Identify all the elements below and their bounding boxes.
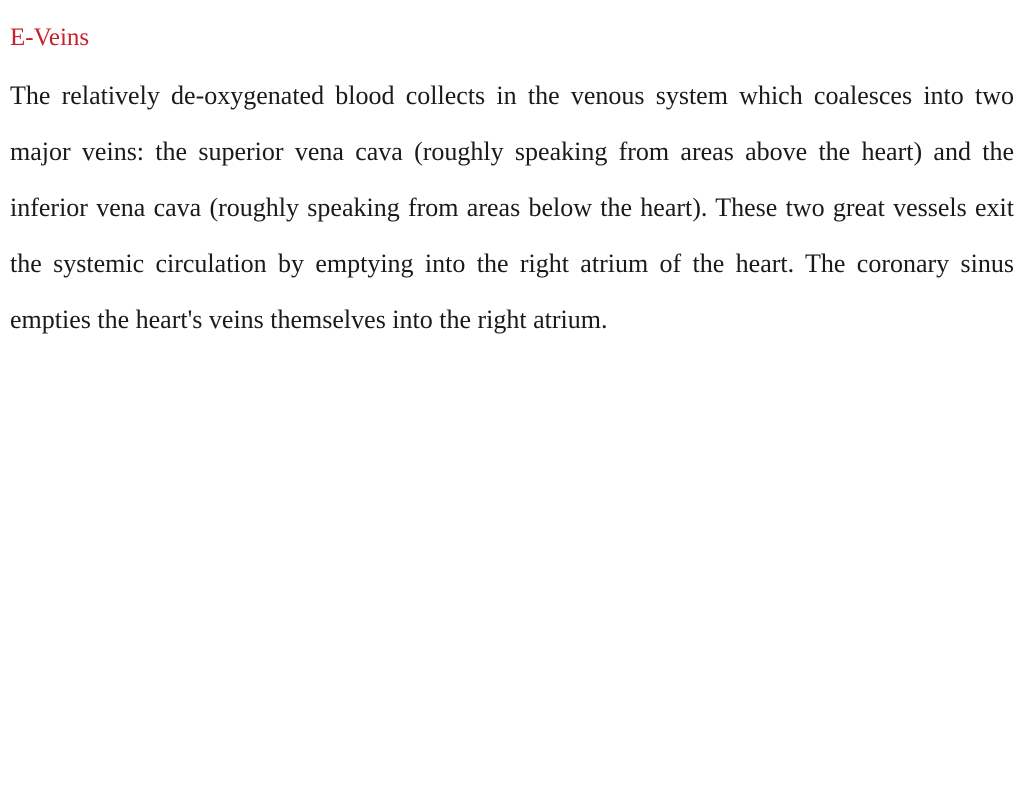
document-page	[10, 0, 1014, 348]
section-heading: E-Veins	[10, 24, 90, 51]
body-paragraph: The relatively de-oxygenated blood collects in the venous system which coalesces into two major veins: the superior vena cava (roughly speaking from areas above the heart) and the inferior vena cava (roughly speaking from areas below the heart). These two great vessels exit the systemic circulation by emptying into the right atrium of the heart. The coronary sinus empties the heart's veins themselves into the right atrium.	[10, 81, 1014, 334]
